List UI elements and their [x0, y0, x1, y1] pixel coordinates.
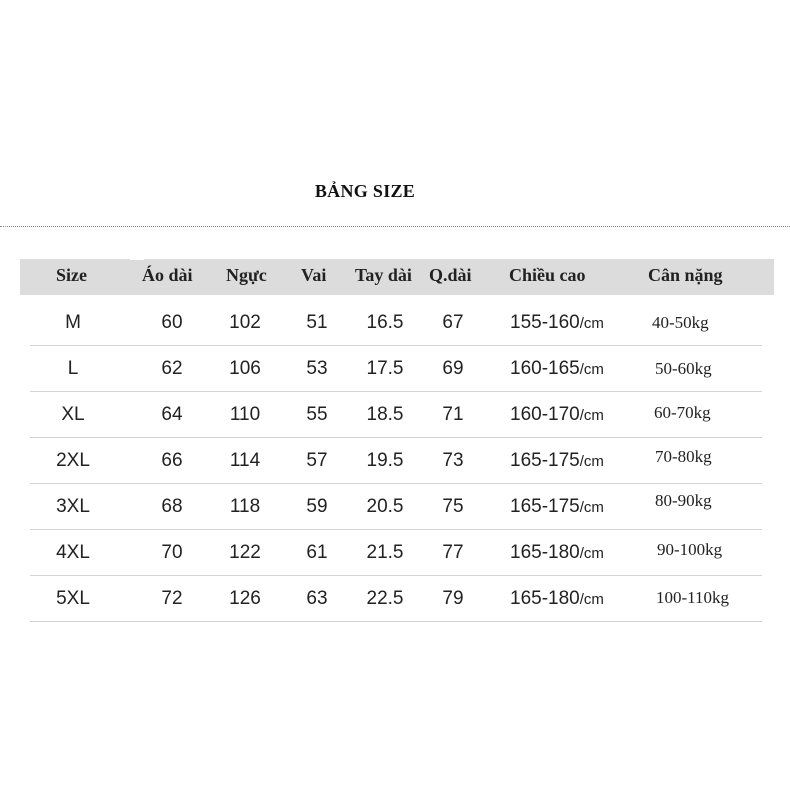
cell-chieu-cao — [510, 450, 604, 472]
cell-vai: 63 — [306, 588, 328, 609]
cell-can-nang: 90-100kg — [657, 540, 723, 559]
height-unit: /cm — [579, 361, 604, 378]
height-value: 165-180 — [510, 542, 580, 563]
cell-chieu-cao — [510, 312, 604, 334]
cell-vai: 61 — [306, 542, 328, 563]
cell-tay-dai: 18.5 — [366, 404, 404, 425]
cell-tay-dai: 19.5 — [366, 450, 404, 471]
height-unit: /cm — [579, 591, 604, 608]
row-divider — [30, 437, 762, 438]
cell-size: M — [65, 312, 81, 333]
header-vai: Vai — [301, 265, 327, 285]
header-tay-dai: Tay dài — [355, 265, 412, 285]
cell-vai: 53 — [306, 358, 328, 379]
cell-vai: 55 — [306, 404, 328, 425]
header-mark — [130, 259, 144, 260]
cell-q-dai: 69 — [442, 358, 464, 379]
height-value: 160-165 — [510, 358, 580, 379]
header-ao-dai: Áo dài — [142, 265, 193, 285]
cell-q-dai: 77 — [442, 542, 464, 563]
cell-q-dai: 79 — [442, 588, 464, 609]
cell-nguc: 122 — [229, 542, 261, 563]
cell-ao-dai: 72 — [161, 588, 183, 609]
cell-nguc: 102 — [229, 312, 261, 333]
page-title: BẢNG SIZE — [314, 181, 416, 201]
height-value: 165-180 — [510, 588, 580, 609]
cell-q-dai: 71 — [442, 404, 464, 425]
height-unit: /cm — [579, 407, 604, 424]
row-divider — [30, 345, 762, 346]
row-divider — [30, 529, 762, 530]
header-can-nang: Cân nặng — [648, 265, 723, 285]
cell-chieu-cao — [510, 542, 604, 564]
row-divider — [30, 621, 762, 622]
height-value: 160-170 — [510, 404, 580, 425]
cell-chieu-cao — [510, 496, 604, 518]
cell-tay-dai: 17.5 — [366, 358, 404, 379]
cell-chieu-cao — [510, 588, 604, 610]
cell-size: XL — [61, 404, 85, 425]
cell-can-nang: 40-50kg — [652, 313, 709, 332]
height-unit: /cm — [579, 499, 604, 516]
cell-can-nang: 100-110kg — [656, 588, 730, 607]
cell-q-dai: 75 — [442, 496, 464, 517]
cell-size: L — [67, 358, 79, 379]
cell-q-dai: 73 — [442, 450, 464, 471]
cell-tay-dai: 16.5 — [366, 312, 404, 333]
cell-chieu-cao — [510, 404, 604, 426]
cell-q-dai: 67 — [442, 312, 464, 333]
height-unit: /cm — [579, 315, 604, 332]
dotted-divider — [0, 226, 790, 227]
row-divider — [30, 391, 762, 392]
cell-size: 2XL — [56, 450, 90, 471]
cell-ao-dai: 70 — [161, 542, 183, 563]
row-divider — [30, 483, 762, 484]
cell-vai: 59 — [306, 496, 328, 517]
cell-ao-dai: 66 — [161, 450, 183, 471]
header-chieu-cao: Chiều cao — [509, 265, 586, 285]
cell-nguc: 118 — [229, 496, 261, 517]
cell-can-nang: 80-90kg — [655, 491, 712, 510]
header-size: Size — [56, 265, 87, 285]
row-divider — [30, 575, 762, 576]
cell-tay-dai: 20.5 — [366, 496, 404, 517]
cell-nguc: 126 — [229, 588, 261, 609]
height-unit: /cm — [579, 453, 604, 470]
cell-ao-dai: 60 — [161, 312, 183, 333]
cell-can-nang: 70-80kg — [655, 447, 712, 466]
cell-size: 4XL — [56, 542, 90, 563]
cell-tay-dai: 21.5 — [366, 542, 404, 563]
cell-chieu-cao — [510, 358, 604, 380]
cell-nguc: 110 — [229, 404, 261, 425]
height-value: 155-160 — [510, 312, 580, 333]
cell-ao-dai: 64 — [161, 404, 183, 425]
header-nguc: Ngực — [226, 265, 267, 285]
cell-ao-dai: 68 — [161, 496, 183, 517]
cell-nguc: 114 — [229, 450, 261, 471]
cell-vai: 57 — [306, 450, 328, 471]
cell-tay-dai: 22.5 — [366, 588, 404, 609]
height-unit: /cm — [579, 545, 604, 562]
cell-vai: 51 — [306, 312, 328, 333]
cell-can-nang: 50-60kg — [655, 359, 712, 378]
cell-can-nang: 60-70kg — [654, 403, 711, 422]
header-q-dai: Q.dài — [429, 265, 472, 285]
cell-ao-dai: 62 — [161, 358, 183, 379]
height-value: 165-175 — [510, 450, 580, 471]
cell-size: 5XL — [56, 588, 90, 609]
cell-nguc: 106 — [229, 358, 261, 379]
cell-size: 3XL — [56, 496, 90, 517]
height-value: 165-175 — [510, 496, 580, 517]
